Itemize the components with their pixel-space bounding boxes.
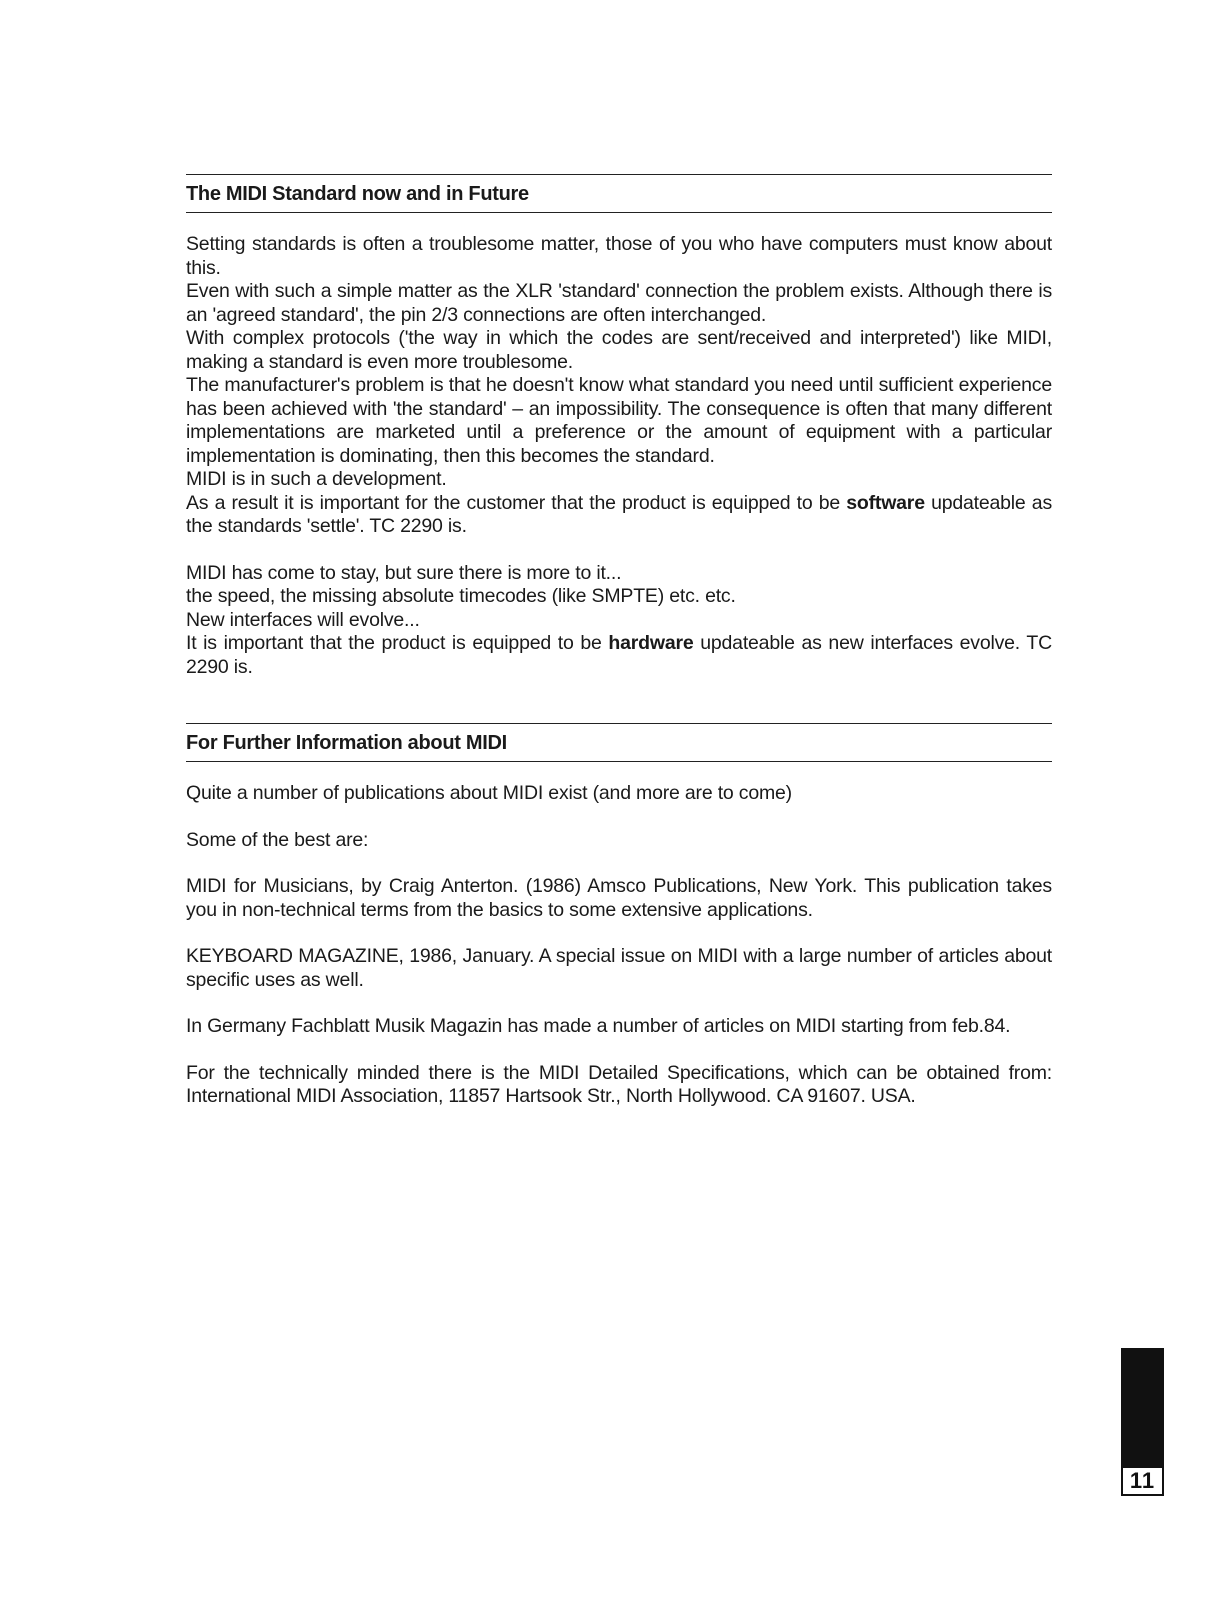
paragraph-text: It is important that the product is equipped to be: [186, 632, 609, 654]
emphasis-hardware: hardware: [608, 632, 694, 654]
paragraph: KEYBOARD MAGAZINE, 1986, January. A special issue on MIDI with a large number of articles about specific uses as well.: [186, 945, 1052, 991]
paragraph: the speed, the missing absolute timecodes (like SMPTE) etc. etc.: [186, 585, 736, 607]
paragraph: MIDI has come to stay, but sure there is more to it...: [186, 561, 622, 584]
paragraph: The manufacturer's problem is that he doesn't know what standard you need until sufficient experience has been achieved with 'the standard' – an impossibility. The consequence is often that many different implementations are marketed until a preference or the amount of equipment with a particular implementation is dominating, then this becomes the standard.: [186, 374, 1052, 467]
paragraph: With complex protocols ('the way in which the codes are sent/received and interpreted') like MIDI, making a standard is even more troublesome.: [186, 327, 1052, 373]
paragraph: [186, 632, 1052, 679]
paragraph: MIDI is in such a development.: [186, 468, 447, 490]
paragraph: In Germany Fachblatt Musik Magazin has made a number of articles on MIDI starting from feb.84.: [186, 1015, 1011, 1037]
paragraph: New interfaces will evolve...: [186, 608, 420, 631]
paragraph: [186, 492, 1052, 539]
section-heading-text: The MIDI Standard now and in Future: [186, 183, 529, 205]
section-heading: [186, 174, 1052, 213]
emphasis-software: software: [846, 491, 925, 514]
section-heading: [186, 723, 1052, 762]
section-heading-text: For Further Information about MIDI: [186, 732, 507, 754]
page-number: 11: [1121, 1466, 1164, 1496]
section-further-information: [186, 723, 1052, 1109]
paragraph-text: As a result it is important for the customer that the product is equipped to be: [186, 491, 847, 514]
paragraph: Quite a number of publications about MIDI exist (and more are to come): [186, 782, 792, 804]
paragraph: Setting standards is often a troublesome matter, those of you who have computers must know about this.: [186, 233, 1052, 279]
paragraph-text: updateable as new interfaces evolve. TC 2290 is.: [186, 632, 1052, 678]
paragraph: MIDI for Musicians, by Craig Anterton. (1986) Amsco Publications, New York. This publication takes you in non-technical terms from the basics to some extensive applications.: [186, 875, 1052, 921]
paragraph: Some of the best are:: [186, 828, 369, 851]
paragraph: For the technically minded there is the MIDI Detailed Specifications, which can be obtained from: International MIDI Association, 11857 Hartsook Str., North Hollywood. CA 91607. USA.: [186, 1061, 1052, 1107]
section-midi-standard: [186, 174, 1052, 679]
paragraph: Even with such a simple matter as the XLR 'standard' connection the problem exists. Although there is an 'agreed standard', the pin 2/3 connections are often interchanged.: [186, 280, 1052, 326]
paragraph-text: updateable as the standards 'settle'. TC 2290 is.: [186, 491, 1053, 537]
